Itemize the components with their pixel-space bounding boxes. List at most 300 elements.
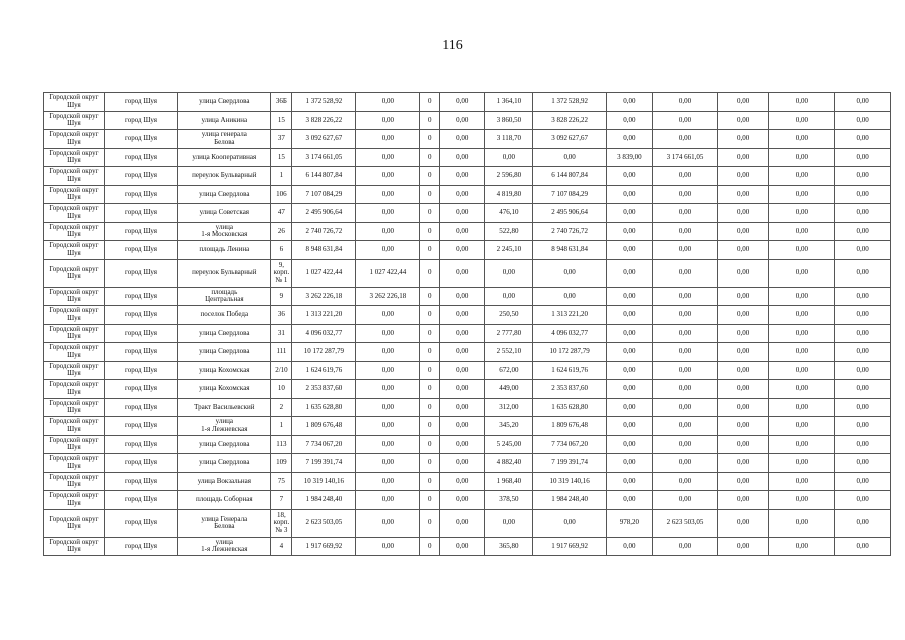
table-row [44,361,891,380]
area-col-11-cell: 0,00 [606,435,652,454]
cost-col-6-cell: 0,00 [356,185,420,204]
cost-col-10-cell: 6 144 807,84 [533,167,606,186]
locality-cell: город Шуя [104,324,177,343]
locality-cell: город Шуя [104,167,177,186]
area-col-11-cell: 0,00 [606,185,652,204]
cost-col-12-cell: 0,00 [652,472,717,491]
area-col-9-cell: 3 118,70 [485,130,533,149]
locality-cell: город Шуя [104,491,177,510]
table-row [44,167,891,186]
cost-col-15-cell: 0,00 [835,185,891,204]
area-col-11-cell: 0,00 [606,324,652,343]
locality-cell: город Шуя [104,472,177,491]
house-number-cell: 6 [271,241,292,260]
cost-col-10-cell: 3 092 627,67 [533,130,606,149]
house-number-cell: 2 [271,398,292,417]
cost-col-13-cell: 0,00 [717,537,768,556]
cost-col-13-cell: 0,00 [717,130,768,149]
cost-col-6-cell: 0,00 [356,454,420,473]
cost-col-14-cell: 0,00 [769,417,835,436]
locality-cell: город Шуя [104,417,177,436]
cost-col-8-cell: 0,00 [440,241,485,260]
cost-col-8-cell: 0,00 [440,306,485,325]
cost-col-12-cell: 0,00 [652,241,717,260]
cost-col-13-cell: 0,00 [717,472,768,491]
cost-col-15-cell: 0,00 [835,537,891,556]
cost-col-13-cell: 0,00 [717,454,768,473]
house-number-cell: 47 [271,204,292,223]
cost-col-10-cell: 0,00 [533,509,606,537]
cost-col-14-cell: 0,00 [769,380,835,399]
cost-col-6-cell: 0,00 [356,417,420,436]
cost-col-12-cell: 0,00 [652,537,717,556]
cost-col-8-cell: 0,00 [440,185,485,204]
total-cost-cell: 3 092 627,67 [292,130,356,149]
cost-col-13-cell: 0,00 [717,222,768,241]
municipality-cell: Городской округ Шуя [44,130,105,149]
cost-col-6-cell: 0,00 [356,306,420,325]
house-number-cell: 106 [271,185,292,204]
cost-col-13-cell: 0,00 [717,204,768,223]
area-col-11-cell: 0,00 [606,241,652,260]
cost-col-14-cell: 0,00 [769,398,835,417]
cost-col-13-cell: 0,00 [717,361,768,380]
street-cell: поселок Победа [178,306,271,325]
cost-col-7-cell: 0 [420,398,440,417]
cost-col-13-cell: 0,00 [717,148,768,167]
cost-col-10-cell: 7 734 067,20 [533,435,606,454]
locality-cell: город Шуя [104,361,177,380]
cost-col-8-cell: 0,00 [440,324,485,343]
total-cost-cell: 10 172 287,79 [292,343,356,362]
cost-col-6-cell: 0,00 [356,222,420,241]
cost-col-6-cell: 0,00 [356,509,420,537]
cost-col-14-cell: 0,00 [769,241,835,260]
cost-col-15-cell: 0,00 [835,509,891,537]
cost-col-6-cell: 0,00 [356,435,420,454]
cost-col-14-cell: 0,00 [769,287,835,306]
area-col-11-cell: 0,00 [606,417,652,436]
locality-cell: город Шуя [104,398,177,417]
cost-col-7-cell: 0 [420,185,440,204]
cost-col-13-cell: 0,00 [717,491,768,510]
street-cell: улица Свердлова [178,454,271,473]
house-number-cell: 1 [271,417,292,436]
cost-col-7-cell: 0 [420,148,440,167]
table-row [44,185,891,204]
cost-col-15-cell: 0,00 [835,435,891,454]
municipality-cell: Городской округ Шуя [44,343,105,362]
locality-cell: город Шуя [104,306,177,325]
locality-cell: город Шуя [104,343,177,362]
cost-col-15-cell: 0,00 [835,306,891,325]
cost-col-12-cell: 0,00 [652,435,717,454]
area-col-9-cell: 312,00 [485,398,533,417]
municipality-cell: Городской округ Шуя [44,93,105,112]
total-cost-cell: 1 624 619,76 [292,361,356,380]
cost-col-8-cell: 0,00 [440,361,485,380]
cost-col-7-cell: 0 [420,222,440,241]
house-number-cell: 31 [271,324,292,343]
cost-col-7-cell: 0 [420,167,440,186]
cost-col-12-cell: 0,00 [652,111,717,130]
cost-col-8-cell: 0,00 [440,454,485,473]
locality-cell: город Шуя [104,111,177,130]
cost-col-12-cell: 0,00 [652,361,717,380]
cost-col-10-cell: 2 495 906,64 [533,204,606,223]
cost-col-15-cell: 0,00 [835,324,891,343]
street-cell: улица Свердлова [178,324,271,343]
table-row [44,93,891,112]
cost-col-10-cell: 0,00 [533,148,606,167]
house-number-cell: 1 [271,167,292,186]
cost-col-6-cell: 0,00 [356,343,420,362]
cost-col-15-cell: 0,00 [835,454,891,473]
area-col-9-cell: 4 819,80 [485,185,533,204]
total-cost-cell: 3 828 226,22 [292,111,356,130]
cost-col-13-cell: 0,00 [717,324,768,343]
locality-cell: город Шуя [104,185,177,204]
locality-cell: город Шуя [104,93,177,112]
total-cost-cell: 1 809 676,48 [292,417,356,436]
cost-col-12-cell: 0,00 [652,185,717,204]
cost-col-15-cell: 0,00 [835,380,891,399]
street-cell: улица 1-я Лежневская [178,417,271,436]
cost-col-7-cell: 0 [420,417,440,436]
area-col-11-cell: 0,00 [606,130,652,149]
cost-col-10-cell: 1 984 248,40 [533,491,606,510]
cost-col-15-cell: 0,00 [835,472,891,491]
cost-col-15-cell: 0,00 [835,398,891,417]
street-cell: улица Свердлова [178,93,271,112]
cost-col-10-cell: 1 313 221,20 [533,306,606,325]
table-row [44,343,891,362]
municipality-cell: Городской округ Шуя [44,306,105,325]
cost-col-12-cell: 0,00 [652,491,717,510]
house-number-cell: 37 [271,130,292,149]
cost-col-7-cell: 0 [420,472,440,491]
total-cost-cell: 1 917 669,92 [292,537,356,556]
cost-col-6-cell: 3 262 226,18 [356,287,420,306]
house-number-cell: 109 [271,454,292,473]
locality-cell: город Шуя [104,259,177,287]
cost-col-10-cell: 1 372 528,92 [533,93,606,112]
cost-col-13-cell: 0,00 [717,398,768,417]
cost-col-14-cell: 0,00 [769,491,835,510]
cost-col-15-cell: 0,00 [835,287,891,306]
cost-col-8-cell: 0,00 [440,509,485,537]
cost-col-15-cell: 0,00 [835,148,891,167]
cost-col-14-cell: 0,00 [769,111,835,130]
total-cost-cell: 6 144 807,84 [292,167,356,186]
area-col-9-cell: 672,00 [485,361,533,380]
table-row [44,380,891,399]
cost-col-8-cell: 0,00 [440,287,485,306]
cost-col-7-cell: 0 [420,111,440,130]
house-number-cell: 75 [271,472,292,491]
cost-col-7-cell: 0 [420,204,440,223]
area-col-9-cell: 4 882,40 [485,454,533,473]
cost-col-6-cell: 0,00 [356,537,420,556]
cost-col-7-cell: 0 [420,130,440,149]
cost-col-6-cell: 0,00 [356,324,420,343]
cost-col-13-cell: 0,00 [717,241,768,260]
cost-col-7-cell: 0 [420,343,440,362]
municipality-cell: Городской округ Шуя [44,435,105,454]
cost-col-12-cell: 0,00 [652,222,717,241]
locality-cell: город Шуя [104,287,177,306]
cost-col-12-cell: 0,00 [652,380,717,399]
table-row [44,472,891,491]
street-cell: улица Кооперативная [178,148,271,167]
total-cost-cell: 1 372 528,92 [292,93,356,112]
area-col-9-cell: 365,80 [485,537,533,556]
cost-col-6-cell: 0,00 [356,167,420,186]
cost-col-15-cell: 0,00 [835,111,891,130]
area-col-9-cell: 1 364,10 [485,93,533,112]
cost-col-10-cell: 1 635 628,80 [533,398,606,417]
cost-col-10-cell: 2 353 837,60 [533,380,606,399]
cost-col-8-cell: 0,00 [440,417,485,436]
cost-col-6-cell: 0,00 [356,93,420,112]
cost-col-15-cell: 0,00 [835,361,891,380]
table-row [44,287,891,306]
cost-col-15-cell: 0,00 [835,167,891,186]
cost-col-8-cell: 0,00 [440,130,485,149]
house-number-cell: 36 [271,306,292,325]
table-row [44,130,891,149]
cost-col-12-cell: 3 174 661,05 [652,148,717,167]
cost-col-12-cell: 0,00 [652,130,717,149]
cost-col-6-cell: 0,00 [356,241,420,260]
cost-col-13-cell: 0,00 [717,167,768,186]
table-row [44,324,891,343]
locality-cell: город Шуя [104,454,177,473]
cost-col-12-cell: 0,00 [652,343,717,362]
municipality-cell: Городской округ Шуя [44,380,105,399]
cost-col-14-cell: 0,00 [769,259,835,287]
cost-col-13-cell: 0,00 [717,111,768,130]
locality-cell: город Шуя [104,204,177,223]
cost-col-15-cell: 0,00 [835,130,891,149]
cost-col-7-cell: 0 [420,241,440,260]
cost-col-7-cell: 0 [420,537,440,556]
area-col-9-cell: 2 596,80 [485,167,533,186]
cost-col-7-cell: 0 [420,259,440,287]
area-col-9-cell: 2 245,10 [485,241,533,260]
cost-col-8-cell: 0,00 [440,204,485,223]
cost-col-12-cell: 0,00 [652,259,717,287]
total-cost-cell: 1 635 628,80 [292,398,356,417]
municipality-cell: Городской округ Шуя [44,472,105,491]
area-col-11-cell: 0,00 [606,222,652,241]
area-col-9-cell: 1 968,40 [485,472,533,491]
street-cell: улица генерала Белова [178,130,271,149]
cost-col-7-cell: 0 [420,93,440,112]
cost-col-14-cell: 0,00 [769,130,835,149]
municipality-cell: Городской округ Шуя [44,398,105,417]
cost-col-10-cell: 2 740 726,72 [533,222,606,241]
municipality-cell: Городской округ Шуя [44,537,105,556]
area-col-11-cell: 0,00 [606,204,652,223]
house-number-cell: 4 [271,537,292,556]
table-row [44,454,891,473]
cost-col-8-cell: 0,00 [440,398,485,417]
total-cost-cell: 1 984 248,40 [292,491,356,510]
house-number-cell: 36Б [271,93,292,112]
house-number-cell: 10 [271,380,292,399]
cost-col-10-cell: 0,00 [533,259,606,287]
table-row [44,398,891,417]
cost-col-15-cell: 0,00 [835,241,891,260]
locality-cell: город Шуя [104,435,177,454]
cost-col-15-cell: 0,00 [835,93,891,112]
area-col-11-cell: 0,00 [606,491,652,510]
table-row [44,259,891,287]
street-cell: улица Генерала Белова [178,509,271,537]
cost-col-14-cell: 0,00 [769,435,835,454]
street-cell: площадь Соборная [178,491,271,510]
municipality-cell: Городской округ Шуя [44,148,105,167]
cost-col-7-cell: 0 [420,491,440,510]
area-col-9-cell: 522,80 [485,222,533,241]
area-col-9-cell: 0,00 [485,259,533,287]
cost-col-15-cell: 0,00 [835,491,891,510]
area-col-11-cell: 0,00 [606,380,652,399]
street-cell: площадь Ленина [178,241,271,260]
locality-cell: город Шуя [104,148,177,167]
area-col-9-cell: 2 552,10 [485,343,533,362]
cost-col-14-cell: 0,00 [769,361,835,380]
total-cost-cell: 3 174 661,05 [292,148,356,167]
municipality-cell: Городской округ Шуя [44,222,105,241]
municipality-cell: Городской округ Шуя [44,185,105,204]
cost-col-7-cell: 0 [420,509,440,537]
cost-col-13-cell: 0,00 [717,509,768,537]
municipality-cell: Городской округ Шуя [44,509,105,537]
area-col-9-cell: 0,00 [485,509,533,537]
locality-cell: город Шуя [104,130,177,149]
cost-col-8-cell: 0,00 [440,222,485,241]
cost-col-8-cell: 0,00 [440,435,485,454]
cost-col-13-cell: 0,00 [717,417,768,436]
table-row [44,204,891,223]
cost-col-6-cell: 0,00 [356,380,420,399]
total-cost-cell: 2 623 503,05 [292,509,356,537]
cost-col-10-cell: 8 948 631,84 [533,241,606,260]
area-col-11-cell: 0,00 [606,361,652,380]
total-cost-cell: 7 199 391,74 [292,454,356,473]
table-row [44,241,891,260]
area-col-11-cell: 0,00 [606,306,652,325]
cost-col-7-cell: 0 [420,361,440,380]
cost-col-14-cell: 0,00 [769,306,835,325]
cost-col-8-cell: 0,00 [440,380,485,399]
cost-col-12-cell: 0,00 [652,454,717,473]
cost-col-12-cell: 0,00 [652,417,717,436]
cost-col-15-cell: 0,00 [835,204,891,223]
cost-col-14-cell: 0,00 [769,148,835,167]
cost-col-12-cell: 0,00 [652,204,717,223]
total-cost-cell: 7 734 067,20 [292,435,356,454]
cost-col-10-cell: 10 319 140,16 [533,472,606,491]
cost-col-14-cell: 0,00 [769,167,835,186]
house-number-cell: 9, корп. № 1 [271,259,292,287]
street-cell: площадь Центральная [178,287,271,306]
cost-col-10-cell: 7 199 391,74 [533,454,606,473]
total-cost-cell: 2 740 726,72 [292,222,356,241]
locality-cell: город Шуя [104,222,177,241]
municipality-cell: Городской округ Шуя [44,111,105,130]
street-cell: улица Аникина [178,111,271,130]
cost-col-10-cell: 0,00 [533,287,606,306]
house-number-cell: 7 [271,491,292,510]
area-col-11-cell: 0,00 [606,259,652,287]
house-number-cell: 15 [271,111,292,130]
street-cell: улица Свердлова [178,185,271,204]
cost-col-8-cell: 0,00 [440,343,485,362]
cost-col-6-cell: 0,00 [356,491,420,510]
area-col-11-cell: 0,00 [606,472,652,491]
cost-col-8-cell: 0,00 [440,472,485,491]
cost-col-10-cell: 1 809 676,48 [533,417,606,436]
area-col-11-cell: 0,00 [606,454,652,473]
municipality-cell: Городской округ Шуя [44,491,105,510]
cost-col-15-cell: 0,00 [835,259,891,287]
cost-col-13-cell: 0,00 [717,306,768,325]
street-cell: улица Вокзальная [178,472,271,491]
house-number-cell: 113 [271,435,292,454]
area-col-11-cell: 3 839,00 [606,148,652,167]
street-cell: улица 1-я Московская [178,222,271,241]
cost-col-13-cell: 0,00 [717,435,768,454]
municipality-cell: Городской округ Шуя [44,361,105,380]
table-row [44,148,891,167]
cost-col-12-cell: 0,00 [652,167,717,186]
cost-col-14-cell: 0,00 [769,204,835,223]
municipality-cell: Городской округ Шуя [44,454,105,473]
cost-col-15-cell: 0,00 [835,222,891,241]
house-number-cell: 15 [271,148,292,167]
street-cell: переулок Бульварный [178,167,271,186]
cost-col-6-cell: 0,00 [356,130,420,149]
street-cell: улица Кохомская [178,380,271,399]
table-row [44,222,891,241]
table-row [44,537,891,556]
total-cost-cell: 1 313 221,20 [292,306,356,325]
total-cost-cell: 4 096 032,77 [292,324,356,343]
area-col-9-cell: 378,50 [485,491,533,510]
locality-cell: город Шуя [104,537,177,556]
cost-col-6-cell: 0,00 [356,148,420,167]
cost-col-13-cell: 0,00 [717,93,768,112]
cost-col-10-cell: 7 107 084,29 [533,185,606,204]
area-col-9-cell: 449,00 [485,380,533,399]
cost-col-12-cell: 0,00 [652,324,717,343]
area-col-9-cell: 5 245,00 [485,435,533,454]
area-col-9-cell: 2 777,80 [485,324,533,343]
cost-col-14-cell: 0,00 [769,509,835,537]
total-cost-cell: 10 319 140,16 [292,472,356,491]
cost-col-12-cell: 0,00 [652,398,717,417]
cost-col-8-cell: 0,00 [440,259,485,287]
house-number-cell: 9 [271,287,292,306]
cost-col-10-cell: 1 917 669,92 [533,537,606,556]
cost-col-14-cell: 0,00 [769,324,835,343]
area-col-9-cell: 476,10 [485,204,533,223]
cost-col-8-cell: 0,00 [440,148,485,167]
cost-col-6-cell: 0,00 [356,111,420,130]
